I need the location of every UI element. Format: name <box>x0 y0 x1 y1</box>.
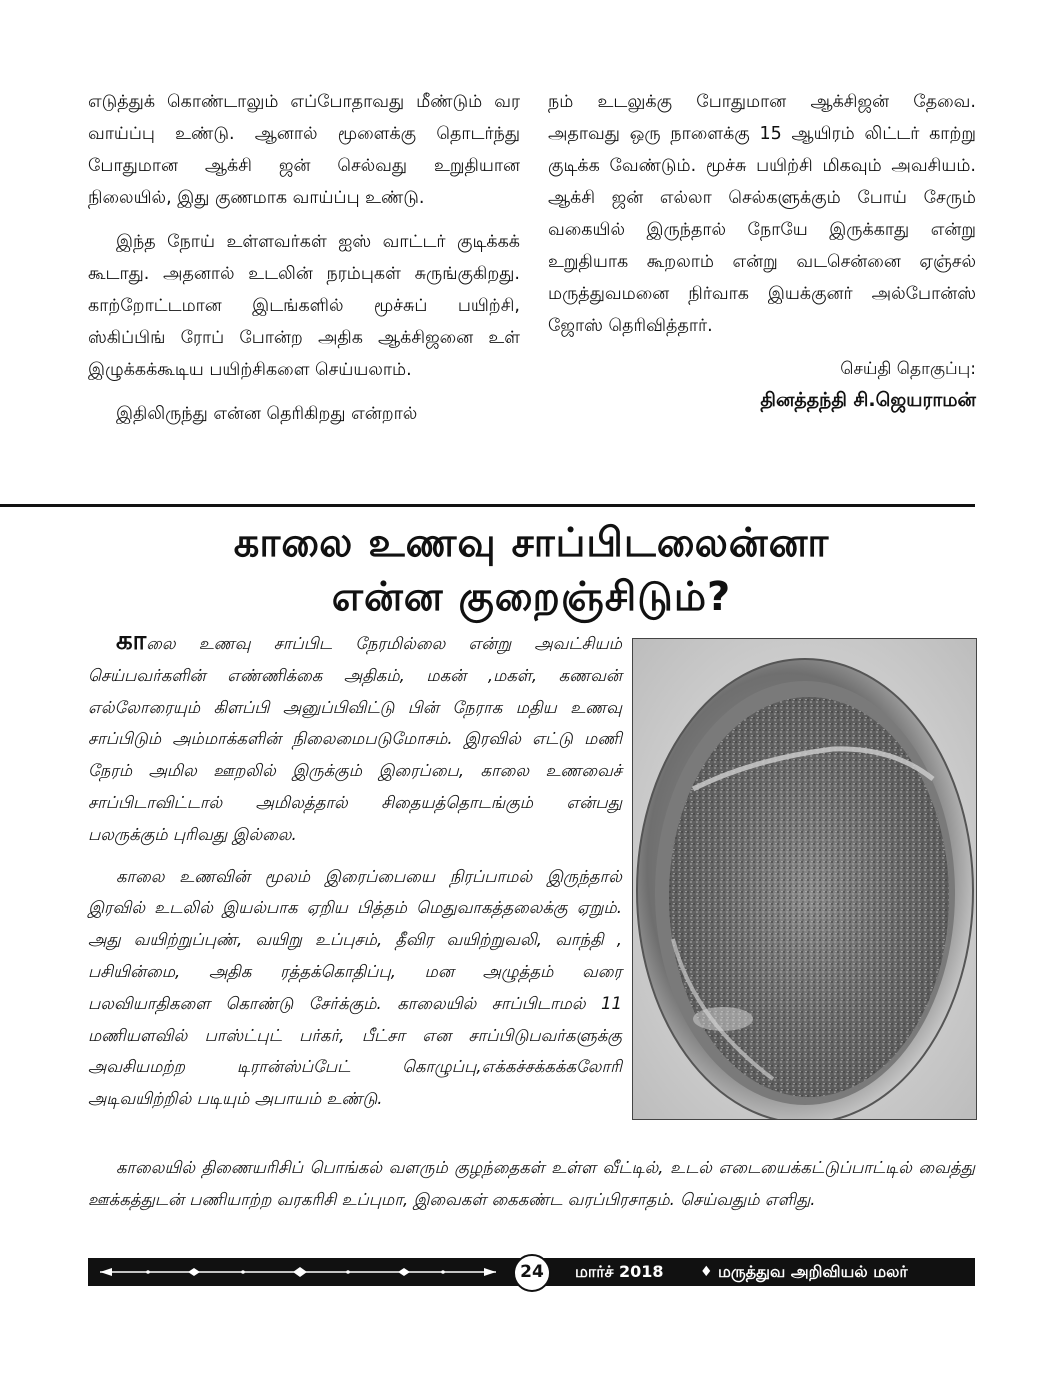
paragraph: இந்த நோய் உள்ளவர்கள் ஐஸ் வாட்டர் குடிக்கக் கூடாது. அதனால் உடலின் நரம்புகள் சுருங்குகிறது. காற்றோட்டமான இடங்களில் மூச்சுப் பயிற்சி, ஸ்கிப்பிங் ரோப் போன்ற அதிக ஆக்சிஜனை உள் இழுக்கக்கூடிய பயிற்சிகளை செய்யலாம். <box>88 232 520 380</box>
magazine-name: மருத்துவ அறிவியல் மலர் <box>718 1262 908 1281</box>
paragraph: காலை உணவின் மூலம் இரைப்பையை நிரப்பாமல் இருந்தால் இரவில் உடலில் இயல்பாக ஏறிய பித்தம் மெதுவாகத்தலைக்கு ஏறும். அது வயிற்றுப்புண், வயிறு உப்புசம், தீவிர வயிற்றுவலி, வாந்தி , பசியின்மை, அதிக ரத்தக்கொதிப்பு, மன அழுத்தம் வரை பலவியாதிகளை கொண்டு சேர்க்கும். காலையில் சாப்பிடாமல் 11 மணியளவில் பாஸ்ட்புட் பர்கர், பீட்சா என சாப்பிடுபவர்களுக்கு அவசியமற்ற டிரான்ஸ்ப்பேட் கொழுப்பு,எக்கச்சக்கக்கலோரி அடிவயிற்றில் படியும் அபாயம் உண்டு. <box>88 866 622 1109</box>
diamond-icon: ♦ <box>700 1264 713 1280</box>
credit-label: செய்தி தொகுப்பு: <box>840 359 976 379</box>
paragraph: நம் உடலுக்கு போதுமான ஆக்சிஜன் தேவை. அதாவது ஒரு நாளைக்கு 15 ஆயிரம் லிட்டர் காற்று குடிக்க வேண்டும். மூச்சு பயிற்சி மிகவும் அவசியம். ஆக்சி ஜன் எல்லா செல்களுக்கும் போய் சேரும் வகையில் இருந்தால் நோயே இருக்காது என்று உறுதியாக கூறலாம் என்று வடசென்னை ஏஞ்சல் மருத்துவமனை நிர்வாக இயக்குனர் அல்போன்ஸ் ஜோஸ் தெரிவித்தார். <box>548 92 976 336</box>
article-photo <box>632 638 977 1120</box>
issue-date: மார்ச் 2018 <box>575 1262 664 1281</box>
article-closing <box>88 1152 975 1216</box>
paragraph <box>88 626 622 851</box>
article-body <box>88 626 622 1125</box>
headline-line-1: காலை உணவு சாப்பிடலைன்னா <box>233 520 830 566</box>
footer-ornament <box>88 1258 508 1286</box>
page-footer <box>88 1258 975 1286</box>
page-number: 24 <box>513 1254 551 1292</box>
paragraph: காலையில் திணையரிசிப் பொங்கல் வளரும் குழந்தைகள் உள்ள வீட்டில், உடல் எடையைக்கட்டுப்பாட்டில் வைத்து ஊக்கத்துடன் பணியாற்ற வரகரிசி உப்புமா, இவைகள் கைகண்ட வரப்பிரசாதம். செய்வதும் எளிது. <box>88 1158 975 1209</box>
article-headline <box>88 516 975 624</box>
paragraph-text: லை உணவு சாப்பிட நேரமில்லை என்று அவட்சியம் செய்பவர்களின் எண்ணிக்கை அதிகம், மகன் ,மகள், கணவன் எல்லோரையும் கிளப்பி அனுப்பிவிட்டு பின் நேராக மதிய உணவு சாப்பிடும் அம்மாக்களின் நிலைமைபடுமோசம். இரவில் எட்டு மணி நேரம் அமில ஊறலில் இருக்கும் இரைப்பை, காலை உணவைச் சாப்பிடாவிட்டால் அமிலத்தால் சிதையத்தொடங்கும் என்பது பலருக்கும் புரிவது இல்லை. <box>88 634 622 844</box>
paragraph: இதிலிருந்து என்ன தெரிகிறது என்றால் <box>116 404 418 424</box>
paragraph: எடுத்துக் கொண்டாலும் எப்போதாவது மீண்டும் வர வாய்ப்பு உண்டு. ஆனால் மூளைக்கு தொடர்ந்து போதுமான ஆக்சி ஜன் செல்வது உறுதியான நிலையில், இது குணமாக வாய்ப்பு உண்டு. <box>88 92 520 208</box>
headline-line-2: என்ன குறைஞ்சிடும்? <box>331 574 732 620</box>
article-credit <box>548 354 976 416</box>
top-article-right-column <box>548 86 976 416</box>
drop-cap: கா <box>116 626 147 656</box>
top-article-left-column <box>88 86 520 442</box>
credit-author: தினத்தந்தி சி.ஜெயராமன் <box>760 389 976 411</box>
section-divider <box>0 504 975 507</box>
